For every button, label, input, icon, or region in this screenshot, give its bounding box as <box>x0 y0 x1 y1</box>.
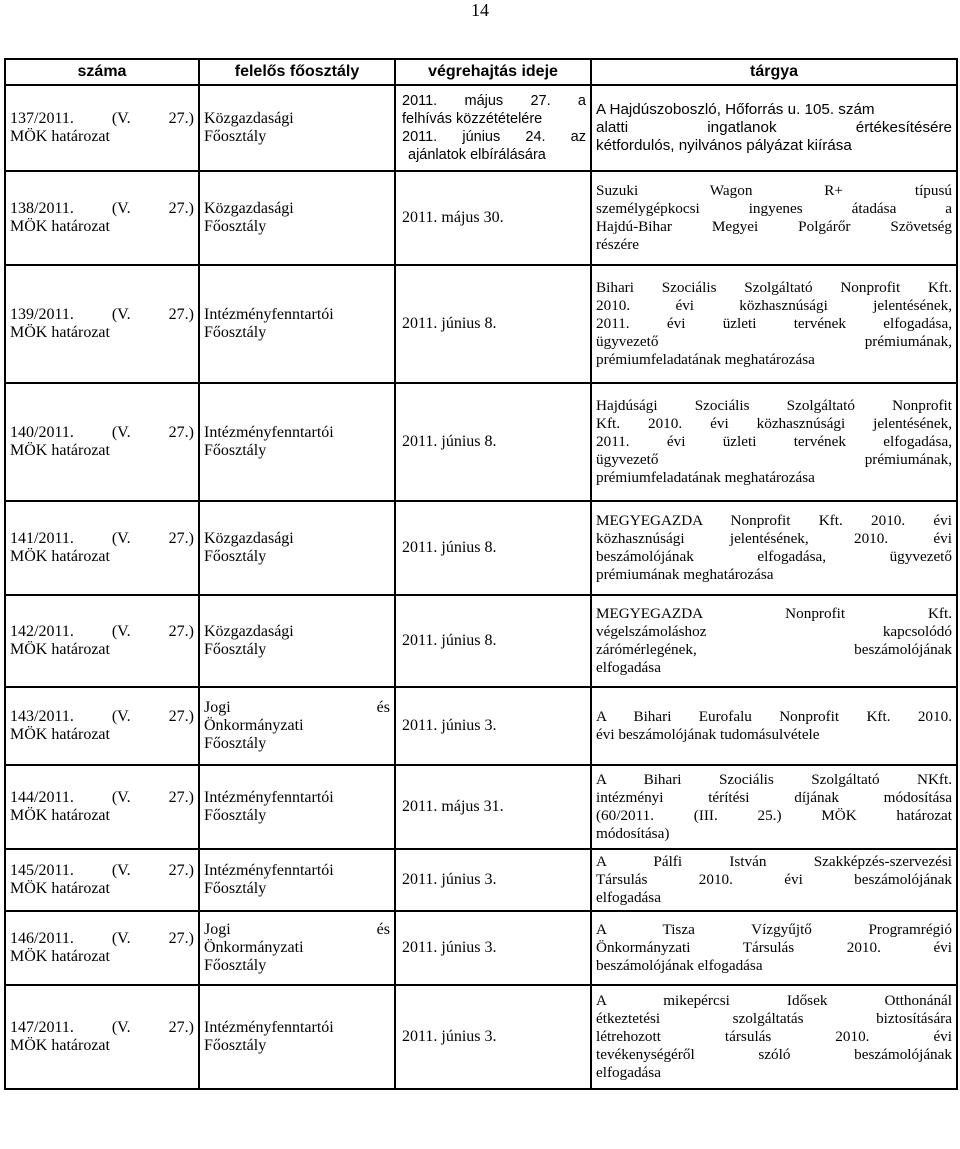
resolution-number <box>5 85 199 171</box>
resolution-id: 141/2011. (V. 27.) <box>10 530 194 547</box>
table-row <box>5 383 957 501</box>
subject-line: A Hajdúszoboszló, Hőforrás u. 105. szám <box>596 101 875 118</box>
resolution-type: MÖK határozat <box>10 641 110 658</box>
deadline <box>395 171 591 265</box>
resolution-type: MÖK határozat <box>10 218 110 235</box>
resolution-type: MÖK határozat <box>10 128 110 145</box>
responsible-department <box>199 849 395 911</box>
responsible-department <box>199 265 395 383</box>
subject-line: A Pálfi István Szakképzés-szervezési <box>596 853 952 870</box>
subject-line: Hajdú-Bihar Megyei Polgárőr Szövetség <box>596 218 952 235</box>
resolutions-table <box>4 58 958 1090</box>
department-line: Főosztály <box>204 957 267 974</box>
department-line: Főosztály <box>204 218 267 235</box>
subject <box>591 171 957 265</box>
subject-line: 2011. évi üzleti tervének elfogadása, <box>596 433 952 450</box>
department-line: Jogi és <box>204 921 390 938</box>
table-row <box>5 265 957 383</box>
subject-line: tevékenységéről szóló beszámolójának <box>596 1046 952 1063</box>
responsible-department <box>199 85 395 171</box>
subject-line: prémiumfeladatának meghatározása <box>596 469 815 486</box>
table-row <box>5 595 957 687</box>
deadline-line: 2011. június 8. <box>402 539 497 556</box>
table-row <box>5 85 957 171</box>
department-line: Önkormányzati <box>204 717 304 734</box>
resolution-id: 143/2011. (V. 27.) <box>10 708 194 725</box>
table-row <box>5 985 957 1089</box>
resolution-id: 142/2011. (V. 27.) <box>10 623 194 640</box>
subject-line: alatti ingatlanok értékesítésére <box>596 119 952 136</box>
deadline <box>395 985 591 1089</box>
deadline-line: 2011. május 27. a <box>402 93 586 109</box>
resolution-number <box>5 849 199 911</box>
department-line: Közgazdasági <box>204 110 294 127</box>
department-line: Főosztály <box>204 807 267 824</box>
header-subject: tárgya <box>591 59 957 85</box>
subject <box>591 85 957 171</box>
subject-line: közhasznúsági jelentésének, 2010. évi <box>596 530 952 547</box>
resolution-number <box>5 595 199 687</box>
department-line: Főosztály <box>204 880 267 897</box>
deadline <box>395 687 591 765</box>
resolution-number <box>5 265 199 383</box>
subject <box>591 911 957 985</box>
table-row <box>5 687 957 765</box>
resolution-type: MÖK határozat <box>10 548 110 565</box>
subject <box>591 595 957 687</box>
responsible-department <box>199 171 395 265</box>
subject-line: Társulás 2010. évi beszámolójának <box>596 871 952 888</box>
deadline-line: 2011. június 8. <box>402 632 497 649</box>
subject-line: Kft. 2010. évi közhasznúsági jelentésének, <box>596 415 952 432</box>
subject <box>591 765 957 849</box>
subject-line: elfogadása <box>596 659 661 676</box>
subject-line: 2010. évi közhasznúsági jelentésének, <box>596 297 952 314</box>
subject-line: Suzuki Wagon R+ típusú <box>596 182 952 199</box>
table-row <box>5 849 957 911</box>
deadline <box>395 765 591 849</box>
deadline-line: 2011. május 30. <box>402 209 504 226</box>
table-row <box>5 171 957 265</box>
subject-line: személygépkocsi ingyenes átadása a <box>596 200 952 217</box>
resolution-id: 137/2011. (V. 27.) <box>10 110 194 127</box>
resolution-type: MÖK határozat <box>10 807 110 824</box>
resolution-id: 145/2011. (V. 27.) <box>10 862 194 879</box>
resolution-id: 144/2011. (V. 27.) <box>10 789 194 806</box>
subject-line: elfogadása <box>596 889 661 906</box>
deadline-line: 2011. június 3. <box>402 1028 497 1045</box>
resolution-type: MÖK határozat <box>10 324 110 341</box>
department-line: Főosztály <box>204 442 267 459</box>
deadline-line: 2011. június 3. <box>402 871 497 888</box>
deadline-line: 2011. május 31. <box>402 798 504 815</box>
subject <box>591 985 957 1089</box>
subject-line: MEGYEGAZDA Nonprofit Kft. <box>596 605 952 622</box>
subject-line: évi beszámolójának tudomásulvétele <box>596 726 820 743</box>
deadline <box>395 85 591 171</box>
subject <box>591 383 957 501</box>
deadline-line: 2011. június 24. az <box>402 129 586 145</box>
resolution-number <box>5 985 199 1089</box>
department-line: Főosztály <box>204 641 267 658</box>
department-line: Közgazdasági <box>204 530 294 547</box>
responsible-department <box>199 595 395 687</box>
department-line: Intézményfenntartói <box>204 424 334 441</box>
deadline <box>395 849 591 911</box>
deadline <box>395 595 591 687</box>
department-line: Intézményfenntartói <box>204 306 334 323</box>
department-line: Önkormányzati <box>204 939 304 956</box>
responsible-department <box>199 501 395 595</box>
subject-line: részére <box>596 236 639 253</box>
department-line: Jogi és <box>204 699 390 716</box>
header-deadline: végrehajtás ideje <box>395 59 591 85</box>
header-department: felelős főosztály <box>199 59 395 85</box>
resolution-type: MÖK határozat <box>10 1037 110 1054</box>
responsible-department <box>199 687 395 765</box>
deadline <box>395 265 591 383</box>
department-line: Intézményfenntartói <box>204 789 334 806</box>
header-row <box>5 59 957 85</box>
department-line: Főosztály <box>204 1037 267 1054</box>
department-line: Főosztály <box>204 548 267 565</box>
department-line: Főosztály <box>204 324 267 341</box>
resolution-type: MÖK határozat <box>10 442 110 459</box>
table-row <box>5 501 957 595</box>
subject-line: ügyvezető prémiumának, <box>596 333 952 350</box>
deadline-line: ajánlatok elbírálására <box>408 147 546 163</box>
subject-line: Bihari Szociális Szolgáltató Nonprofit Kft. <box>596 279 952 296</box>
resolution-number <box>5 501 199 595</box>
responsible-department <box>199 985 395 1089</box>
subject-line: módosítása) <box>596 825 670 842</box>
deadline-line: 2011. június 3. <box>402 939 497 956</box>
subject-line: beszámolójának elfogadása <box>596 957 763 974</box>
subject-line: A Bihari Eurofalu Nonprofit Kft. 2010. <box>596 708 952 725</box>
resolution-type: MÖK határozat <box>10 948 110 965</box>
resolution-id: 139/2011. (V. 27.) <box>10 306 194 323</box>
resolution-number <box>5 911 199 985</box>
deadline <box>395 911 591 985</box>
subject-line: A mikepércsi Idősek Otthonánál <box>596 992 952 1009</box>
header-number: száma <box>5 59 199 85</box>
resolution-id: 138/2011. (V. 27.) <box>10 200 194 217</box>
department-line: Főosztály <box>204 128 267 145</box>
subject-line: étkeztetési szolgáltatás biztosítására <box>596 1010 952 1027</box>
deadline-line: 2011. június 8. <box>402 433 497 450</box>
subject-line: A Bihari Szociális Szolgáltató NKft. <box>596 771 952 788</box>
subject-line: (60/2011. (III. 25.) MÖK határozat <box>596 807 952 824</box>
subject-line: Önkormányzati Társulás 2010. évi <box>596 939 952 956</box>
subject <box>591 501 957 595</box>
deadline-line: 2011. június 8. <box>402 315 497 332</box>
resolution-number <box>5 383 199 501</box>
subject-line: végelszámoláshoz kapcsolódó <box>596 623 952 640</box>
deadline <box>395 501 591 595</box>
resolution-number <box>5 171 199 265</box>
subject-line: kétfordulós, nyilvános pályázat kiírása <box>596 137 852 154</box>
subject-line: beszámolójának elfogadása, ügyvezető <box>596 548 952 565</box>
responsible-department <box>199 765 395 849</box>
deadline-line: 2011. június 3. <box>402 717 497 734</box>
subject-line: elfogadása <box>596 1064 661 1081</box>
resolution-id: 147/2011. (V. 27.) <box>10 1019 194 1036</box>
resolution-type: MÖK határozat <box>10 880 110 897</box>
resolution-number <box>5 765 199 849</box>
subject-line: intézményi térítési díjának módosítása <box>596 789 952 806</box>
resolution-type: MÖK határozat <box>10 726 110 743</box>
subject-line: MEGYEGAZDA Nonprofit Kft. 2010. évi <box>596 512 952 529</box>
subject-line: prémiumfeladatának meghatározása <box>596 351 815 368</box>
deadline <box>395 383 591 501</box>
subject <box>591 687 957 765</box>
subject-line: zárómérlegének, beszámolójának <box>596 641 952 658</box>
resolution-id: 146/2011. (V. 27.) <box>10 930 194 947</box>
page-number: 14 <box>471 0 489 20</box>
subject-line: létrehozott társulás 2010. évi <box>596 1028 952 1045</box>
department-line: Közgazdasági <box>204 200 294 217</box>
subject-line: A Tisza Vízgyűjtő Programrégió <box>596 921 952 938</box>
table-row <box>5 911 957 985</box>
department-line: Közgazdasági <box>204 623 294 640</box>
responsible-department <box>199 383 395 501</box>
subject <box>591 265 957 383</box>
subject <box>591 849 957 911</box>
department-line: Intézményfenntartói <box>204 862 334 879</box>
subject-line: prémiumának meghatározása <box>596 566 774 583</box>
subject-line: ügyvezető prémiumának, <box>596 451 952 468</box>
department-line: Főosztály <box>204 735 267 752</box>
responsible-department <box>199 911 395 985</box>
resolution-number <box>5 687 199 765</box>
deadline-line: felhívás közzétételére <box>402 111 543 127</box>
resolution-id: 140/2011. (V. 27.) <box>10 424 194 441</box>
table-body <box>5 85 957 1089</box>
subject-line: Hajdúsági Szociális Szolgáltató Nonprofit <box>596 397 952 414</box>
subject-line: 2011. évi üzleti tervének elfogadása, <box>596 315 952 332</box>
department-line: Intézményfenntartói <box>204 1019 334 1036</box>
table-row <box>5 765 957 849</box>
